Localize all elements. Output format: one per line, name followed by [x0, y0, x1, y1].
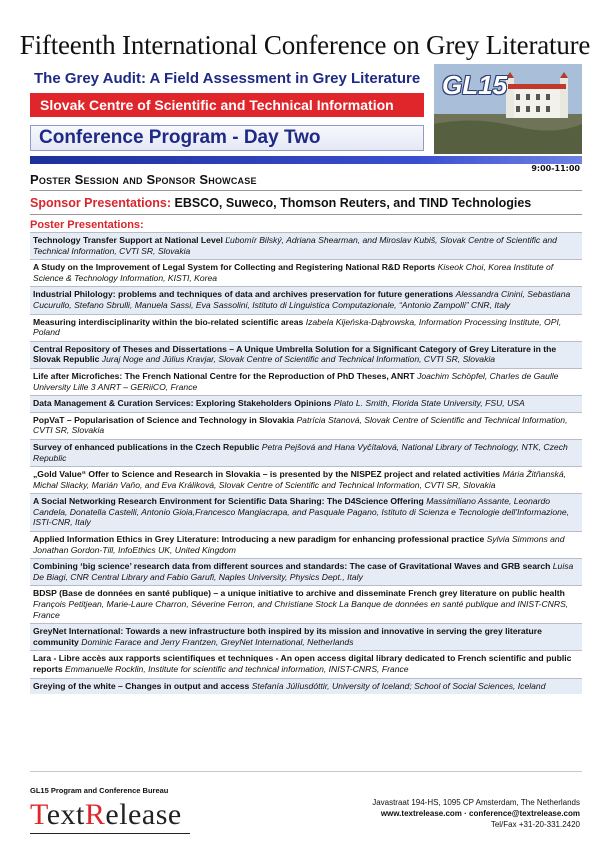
session-title: Poster Session and Sponsor Showcase — [30, 172, 257, 187]
poster-entry — [30, 439, 582, 466]
phone: Tel/Fax +31-20-331.2420 — [490, 820, 580, 829]
poster-entry — [30, 412, 582, 439]
poster-entry — [30, 395, 582, 412]
poster-entry — [30, 558, 582, 585]
poster-title: Central Repository of Theses and Dissertations – A Unique Umbrella Solution for a Significant Category of Grey Literature in the Slovak Republic — [33, 343, 557, 365]
poster-authors: Ľubomír Bilský, Adriana Shearman, and Miroslav Kubiš, Slovak Centre of Scientific and Technical Information, CVTI SR, Slovakia — [33, 235, 557, 256]
poster-list — [30, 232, 582, 694]
poster-entry — [30, 650, 582, 677]
web-email-line — [372, 808, 580, 819]
logo-underline — [30, 833, 190, 834]
poster-authors: François Petitjean, Marie-Laure Charron, Séverine Ferron, and Christiane Stock La Banque de données en santé publique and INIST-CNRS, France — [33, 599, 569, 620]
poster-authors: Patrícia Stanová, Slovak Centre of Scientific and Technical Information, CVTI SR, Slovakia — [33, 414, 568, 436]
poster-title: A Social Networking Research Environment for Scientific Data Sharing: The D4Science Offering — [33, 496, 424, 507]
host-organization-banner: Slovak Centre of Scientific and Technical Information — [30, 93, 424, 117]
sponsor-label: Sponsor Presentations: — [30, 196, 171, 210]
poster-authors: Izabela Kijeńska-Dąbrowska, Information Processing Institute, OPI, Poland — [33, 316, 562, 338]
website-link[interactable]: www.textrelease.com — [380, 809, 462, 818]
sponsor-list: EBSCO, Suweco, Thomson Reuters, and TIND Technologies — [174, 196, 532, 210]
poster-authors: Juraj Noge and Július Kravjar, Slovak Centre of Scientific and Technical Information, CVTI SR, Slovakia — [101, 354, 496, 365]
poster-authors: Petra Pejšová and Hana Vyčítalová, National Library of Technology, NTK, Czech Republic — [33, 441, 568, 463]
poster-entry — [30, 368, 582, 395]
poster-title: Technology Transfer Support at National Level — [33, 235, 223, 245]
castle-logo-image — [434, 64, 582, 154]
poster-title: Lara - Libre accès aux rapports scientifiques et techniques - An open access digital library dedicated to French scientific and public reports — [33, 653, 572, 674]
poster-authors: Sylvia Simmons and Jonathan Gordon-Till, InfoEthics UK, United Kingdom — [33, 534, 565, 555]
poster-title: GreyNet International: Towards a new infrastructure both inspired by its mission and innovative in serving the grey literature community — [33, 626, 542, 647]
poster-authors: Dominic Farace and Jerry Frantzen, GreyNet International, Netherlands — [81, 636, 354, 647]
program-day-heading: Conference Program - Day Two — [30, 125, 424, 151]
program-bureau-label: GL15 Program and Conference Bureau — [30, 786, 169, 795]
poster-title: Measuring interdisciplinarity within the bio-related scientific areas — [33, 316, 304, 327]
gl15-logo-text: GL15 — [442, 70, 508, 100]
separator: · — [464, 809, 467, 818]
poster-title: Greying of the white – Changes in output and access — [33, 680, 250, 691]
poster-title: Industrial Philology: problems and techniques of data and archives preservation for future generations — [33, 289, 454, 300]
poster-title: PopVaT – Popularisation of Science and Technology in Slovakia — [33, 414, 295, 425]
poster-authors: Stefanía Júlíusdóttir, University of Iceland; School of Social Sciences, Iceland — [251, 680, 546, 691]
poster-title: Applied Information Ethics in Grey Literature: Introducing a new paradigm for enhancing professional practice — [33, 534, 485, 545]
footer-divider — [30, 771, 582, 772]
poster-authors: Alessandra Cinini, Sebastiana Cucurullo, Stefano Sbrulli, Manuela Sassi, Eva Sassolini, Istituto di Linguistica Computazionale, “Antonio Zampolli” CNR, Italy — [33, 289, 571, 310]
poster-entry — [30, 623, 582, 650]
divider — [30, 214, 582, 215]
poster-title: Survey of enhanced publications in the Czech Republic — [33, 441, 260, 452]
poster-title: BDSP (Base de données en santé publique) – a unique initiative to archive and disseminate French grey literature on public health — [33, 588, 565, 599]
poster-authors: Kiseok Choi, Korea Institute of Science & Technology Information, KISTI, Korea — [33, 262, 554, 283]
poster-entry — [30, 531, 582, 558]
sponsor-line — [30, 196, 531, 210]
poster-entry — [30, 678, 582, 695]
poster-title: „Gold Value“ Offer to Science and Research in Slovakia – is presented by the NISPEZ project and related activities — [33, 469, 501, 480]
address: Javastraat 194-HS, 1095 CP Amsterdam, The Netherlands — [372, 798, 580, 807]
poster-title: A Study on the Improvement of Legal System for Collecting and Registering National R&D Reports — [33, 262, 436, 273]
conference-title: Fifteenth International Conference on Grey Literature — [19, 30, 591, 60]
poster-entry — [30, 314, 582, 341]
poster-title: Life after Microfiches: The French National Centre for the Reproduction of PhD Theses, ANRT — [33, 370, 415, 381]
poster-authors: Joachim Schöpfel, Charles de Gaulle University Lille 3 ANRT – GERiiCO, France — [33, 370, 559, 392]
poster-entry — [30, 341, 582, 368]
poster-title: Combining ‘big science’ research data from different sources and standards: The case of Gravitational Waves and GRB search — [33, 561, 551, 572]
conference-theme: The Grey Audit: A Field Assessment in Grey Literature — [34, 70, 421, 87]
divider — [30, 190, 582, 191]
poster-entry — [30, 585, 582, 623]
poster-entry — [30, 259, 582, 286]
poster-entry — [30, 286, 582, 313]
poster-authors: Plato L. Smith, Florida State University, FSU, USA — [333, 398, 525, 409]
textrelease-logo: TextRelease — [30, 798, 182, 831]
poster-entry — [30, 232, 582, 259]
email-link[interactable]: conference@textrelease.com — [469, 809, 580, 818]
poster-title: Data Management & Curation Services: Exploring Stakeholders Opinions — [33, 398, 332, 409]
poster-authors: Luisa De Biagi, CNR Central Library and Fabio Garufi, Naples University, Physics Dept., Italy — [33, 561, 574, 582]
header-color-bar — [30, 156, 582, 164]
poster-label: Poster Presentations: — [30, 219, 144, 231]
poster-authors: Massimiliano Assante, Leonardo Candela, Donatella Castelli, Antonio Gioia,Francesco Mangiacrapa, and Pasquale Pagano, Istituto di Scienza e Tecnologie dell'Informazione, ISTI-CNR, Italy — [33, 496, 570, 528]
contact-block — [372, 797, 580, 830]
poster-authors: Emmanuelle Rocklin, Institute for scientific and technical information, INIST-CNRS, France — [65, 664, 409, 674]
poster-authors: Mária Žitňanská, Michal Sliacky, Marián Vaňo, and Eva Králiková, Slovak Centre of Scientific and Technical Information, CVTI SR, Slovakia — [33, 469, 567, 490]
session-time: 9:00-11:00 — [531, 164, 580, 173]
poster-entry — [30, 493, 582, 531]
poster-entry — [30, 466, 582, 493]
